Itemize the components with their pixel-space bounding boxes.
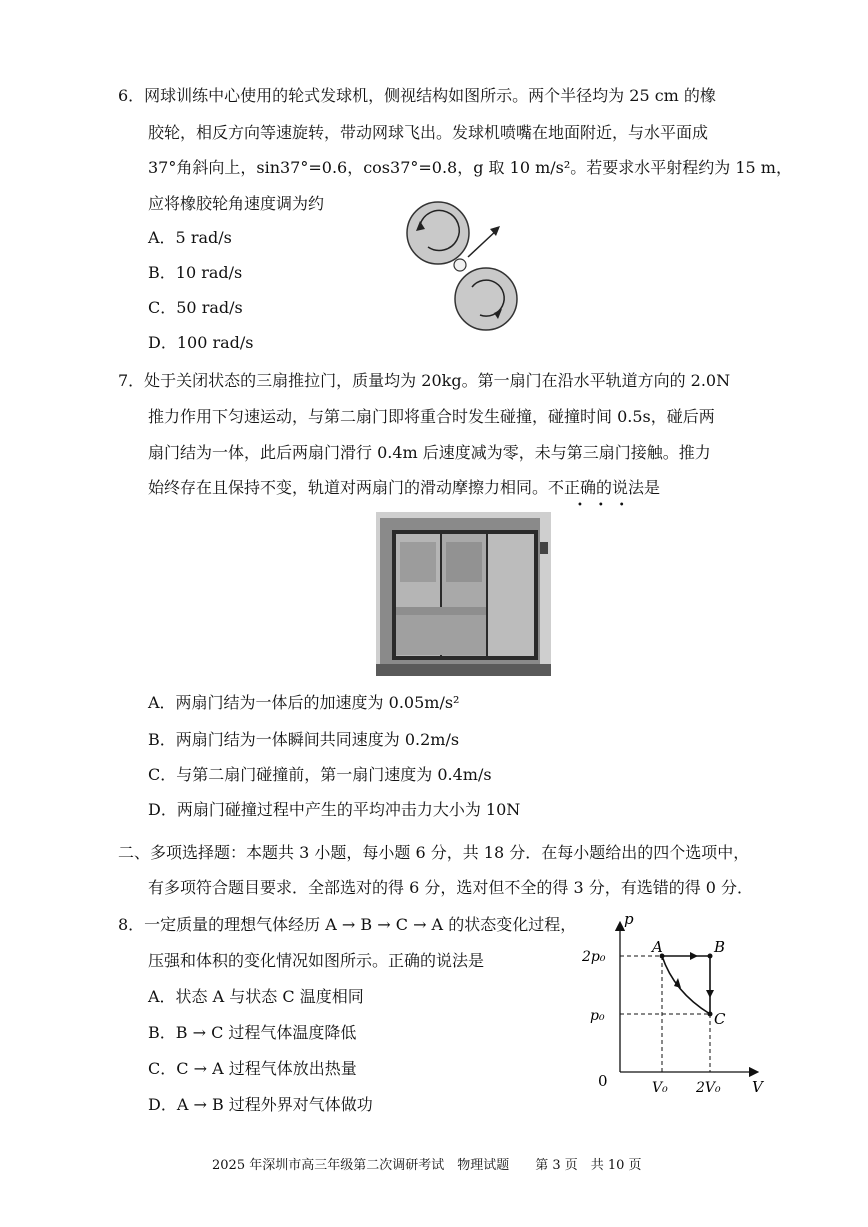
q6-line-3: 37°角斜向上，sin37°=0.6，cos37°=0.8，g 取 10 m/s²。若要求水平射程约为 15 m， [148,158,792,177]
q7-line-3: 扇门结为一体，此后两扇门滑行 0.4m 后速度减为零，未与第三扇门接触。推力 [148,443,711,462]
q6-line-4: 应将橡胶轮角速度调为约 [148,194,325,213]
q8-option-d: D．A → B 过程外界对气体做功 [148,1095,373,1114]
section-2-line-1: 二、多项选择题：本题共 3 小题，每小题 6 分，共 18 分．在每小题给出的四个选项中， [118,843,750,862]
q6-line-2: 胶轮，相反方向等速旋转，带动网球飞出。发球机喷嘴在地面附近，与水平面成 [148,123,709,142]
section-2-line-2: 有多项符合题目要求．全部选对的得 6 分，选对但不全的得 3 分，有选错的得 0 分． [148,878,754,897]
lower-wheel [455,268,517,330]
tennis-ball [454,259,466,271]
ball-launcher-figure [400,195,535,345]
p-tick-p0: p₀ [590,1008,605,1024]
q8-line-1: 8．一定质量的理想气体经历 A → B → C → A 的状态变化过程， [118,915,577,934]
sliding-door-photo [376,512,551,676]
v-axis-label: V [752,1078,763,1096]
q7-line-2: 推力作用下匀速运动，与第二扇门即将重合时发生碰撞，碰撞时间 0.5s，碰后两 [148,407,715,426]
q6-option-a: A．5 rad/s [148,228,232,247]
q6-option-c: C．50 rad/s [148,298,243,317]
launch-direction-arrow [468,229,498,257]
point-c-label: C [714,1010,726,1028]
q8-line-2: 压强和体积的变化情况如图所示。正确的说法是 [148,951,485,970]
q7-option-c: C．与第二扇门碰撞前，第一扇门速度为 0.4m/s [148,765,492,784]
q6-option-b: B．10 rad/s [148,263,243,282]
q7-option-b: B．两扇门结为一体瞬间共同速度为 0.2m/s [148,730,460,749]
emphasis-dots: ••• [577,500,640,511]
q7-line-4: 始终存在且保持不变，轨道对两扇门的滑动摩擦力相同。不正确的说法是 [148,478,661,497]
pv-graph [582,912,772,1102]
q8-option-b: B．B → C 过程气体温度降低 [148,1023,357,1042]
q7-option-d: D．两扇门碰撞过程中产生的平均冲击力大小为 10N [148,800,521,819]
p-tick-2p0: 2p₀ [582,949,606,965]
point-a-label: A [652,938,663,956]
path-c-a [662,956,710,1014]
v-tick-2v0: 2V₀ [696,1080,721,1096]
page-footer: 2025 年深圳市高三年级第二次调研考试 物理试题 第 3 页 共 10 页 [212,1158,642,1173]
q6-line-1: 6．网球训练中心使用的轮式发球机，侧视结构如图所示。两个半径均为 25 cm 的橡 [118,86,716,105]
origin-label: 0 [598,1072,608,1090]
q7-line-1: 7．处于关闭状态的三扇推拉门，质量均为 20kg。第一扇门在沿水平轨道方向的 2.0N [118,371,731,390]
q6-option-d: D．100 rad/s [148,333,254,352]
p-axis-label: p [624,912,634,928]
q8-option-c: C．C → A 过程气体放出热量 [148,1059,357,1078]
q8-option-a: A．状态 A 与状态 C 温度相同 [148,987,364,1006]
point-b-label: B [714,938,726,956]
v-tick-v0: V₀ [652,1080,668,1096]
q7-option-a: A．两扇门结为一体后的加速度为 0.05m/s² [148,693,460,712]
